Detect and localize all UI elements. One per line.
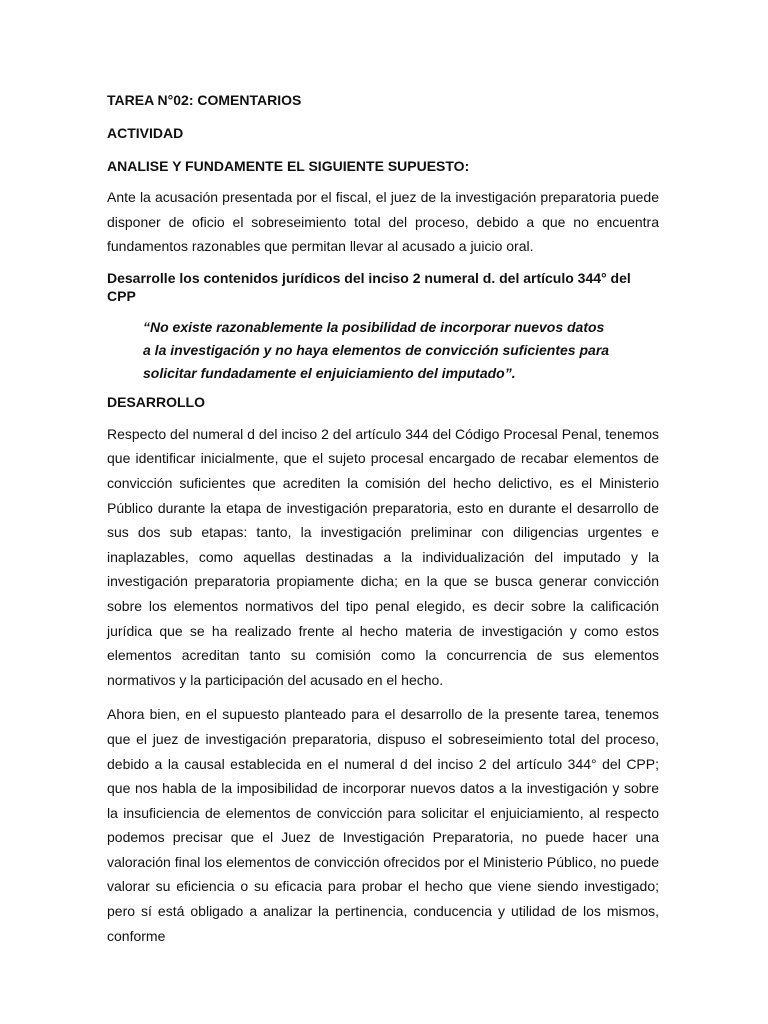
document-page bbox=[107, 91, 659, 948]
body-paragraph: Ahora bien, en el supuesto planteado para el desarrollo de la presente tarea, tenemos que el juez de investigación preparatoria, dispuso el sobreseimiento total del proceso, debido a la causal establecida en el numeral d del inciso 2 del artículo 344° del CPP; que nos habla de la imposibilidad de incorporar nuevos datos a la investigación y sobre la insuficiencia de elementos de convicción para solicitar el enjuiciamiento, al respecto podemos precisar que el Juez de Investigación Preparatoria, no puede hacer una valoración final los elementos de convicción ofrecidos por el Ministerio Público, no puede valorar su eficiencia o su eficacia para probar el hecho que viene siendo investigado; pero sí está obligado a analizar la pertinencia, conducencia y utilidad de los mismos, conforme bbox=[107, 706, 659, 944]
body-paragraph: Respecto del numeral d del inciso 2 del artículo 344 del Código Procesal Penal, tenemos que identificar inicialmente, que el sujeto procesal encargado de recabar elementos de convicción suficientes que acrediten la comisión del hecho delictivo, es el Ministerio Público durante la etapa de investigación preparatoria, esto en durante el desarrollo de sus dos sub etapas: tanto, la investigación preliminar con diligencias urgentes e inaplazables, como aquellas destinadas a la individualización del imputado y la investigación preparatoria propiamente dicha; en la que se busca generar convicción sobre los elementos normativos del tipo penal elegido, es decir sobre la calificación jurídica que se ha realizado frente al hecho materia de investigación y como estos elementos acreditan tanto su comisión como la concurrencia de sus elementos normativos y la participación del acusado en el hecho. bbox=[107, 425, 659, 688]
section-heading: DESARROLLO bbox=[107, 393, 205, 410]
document-title: TAREA N°02: COMENTARIOS bbox=[107, 92, 302, 108]
instruction-heading: ANALISE Y FUNDAMENTE EL SIGUIENTE SUPUESTO: bbox=[107, 158, 470, 174]
intro-paragraph: Ante la acusación presentada por el fiscal, el juez de la investigación preparatoria puede disponer de oficio el sobreseimiento total del proceso, debido a que no encuentra fundamentos razonables que permitan llevar al acusado a juicio oral. bbox=[107, 189, 659, 255]
task-heading: Desarrolle los contenidos jurídicos del inciso 2 numeral d. del artículo 344° del CPP bbox=[107, 269, 631, 304]
activity-label: ACTIVIDAD bbox=[107, 125, 184, 141]
legal-quote: “No existe razonablemente la posibilidad de incorporar nuevos datos a la investigación y no haya elementos de convicción suficientes para solicitar fundadamente el enjuiciamiento del imputado”. bbox=[143, 318, 610, 381]
